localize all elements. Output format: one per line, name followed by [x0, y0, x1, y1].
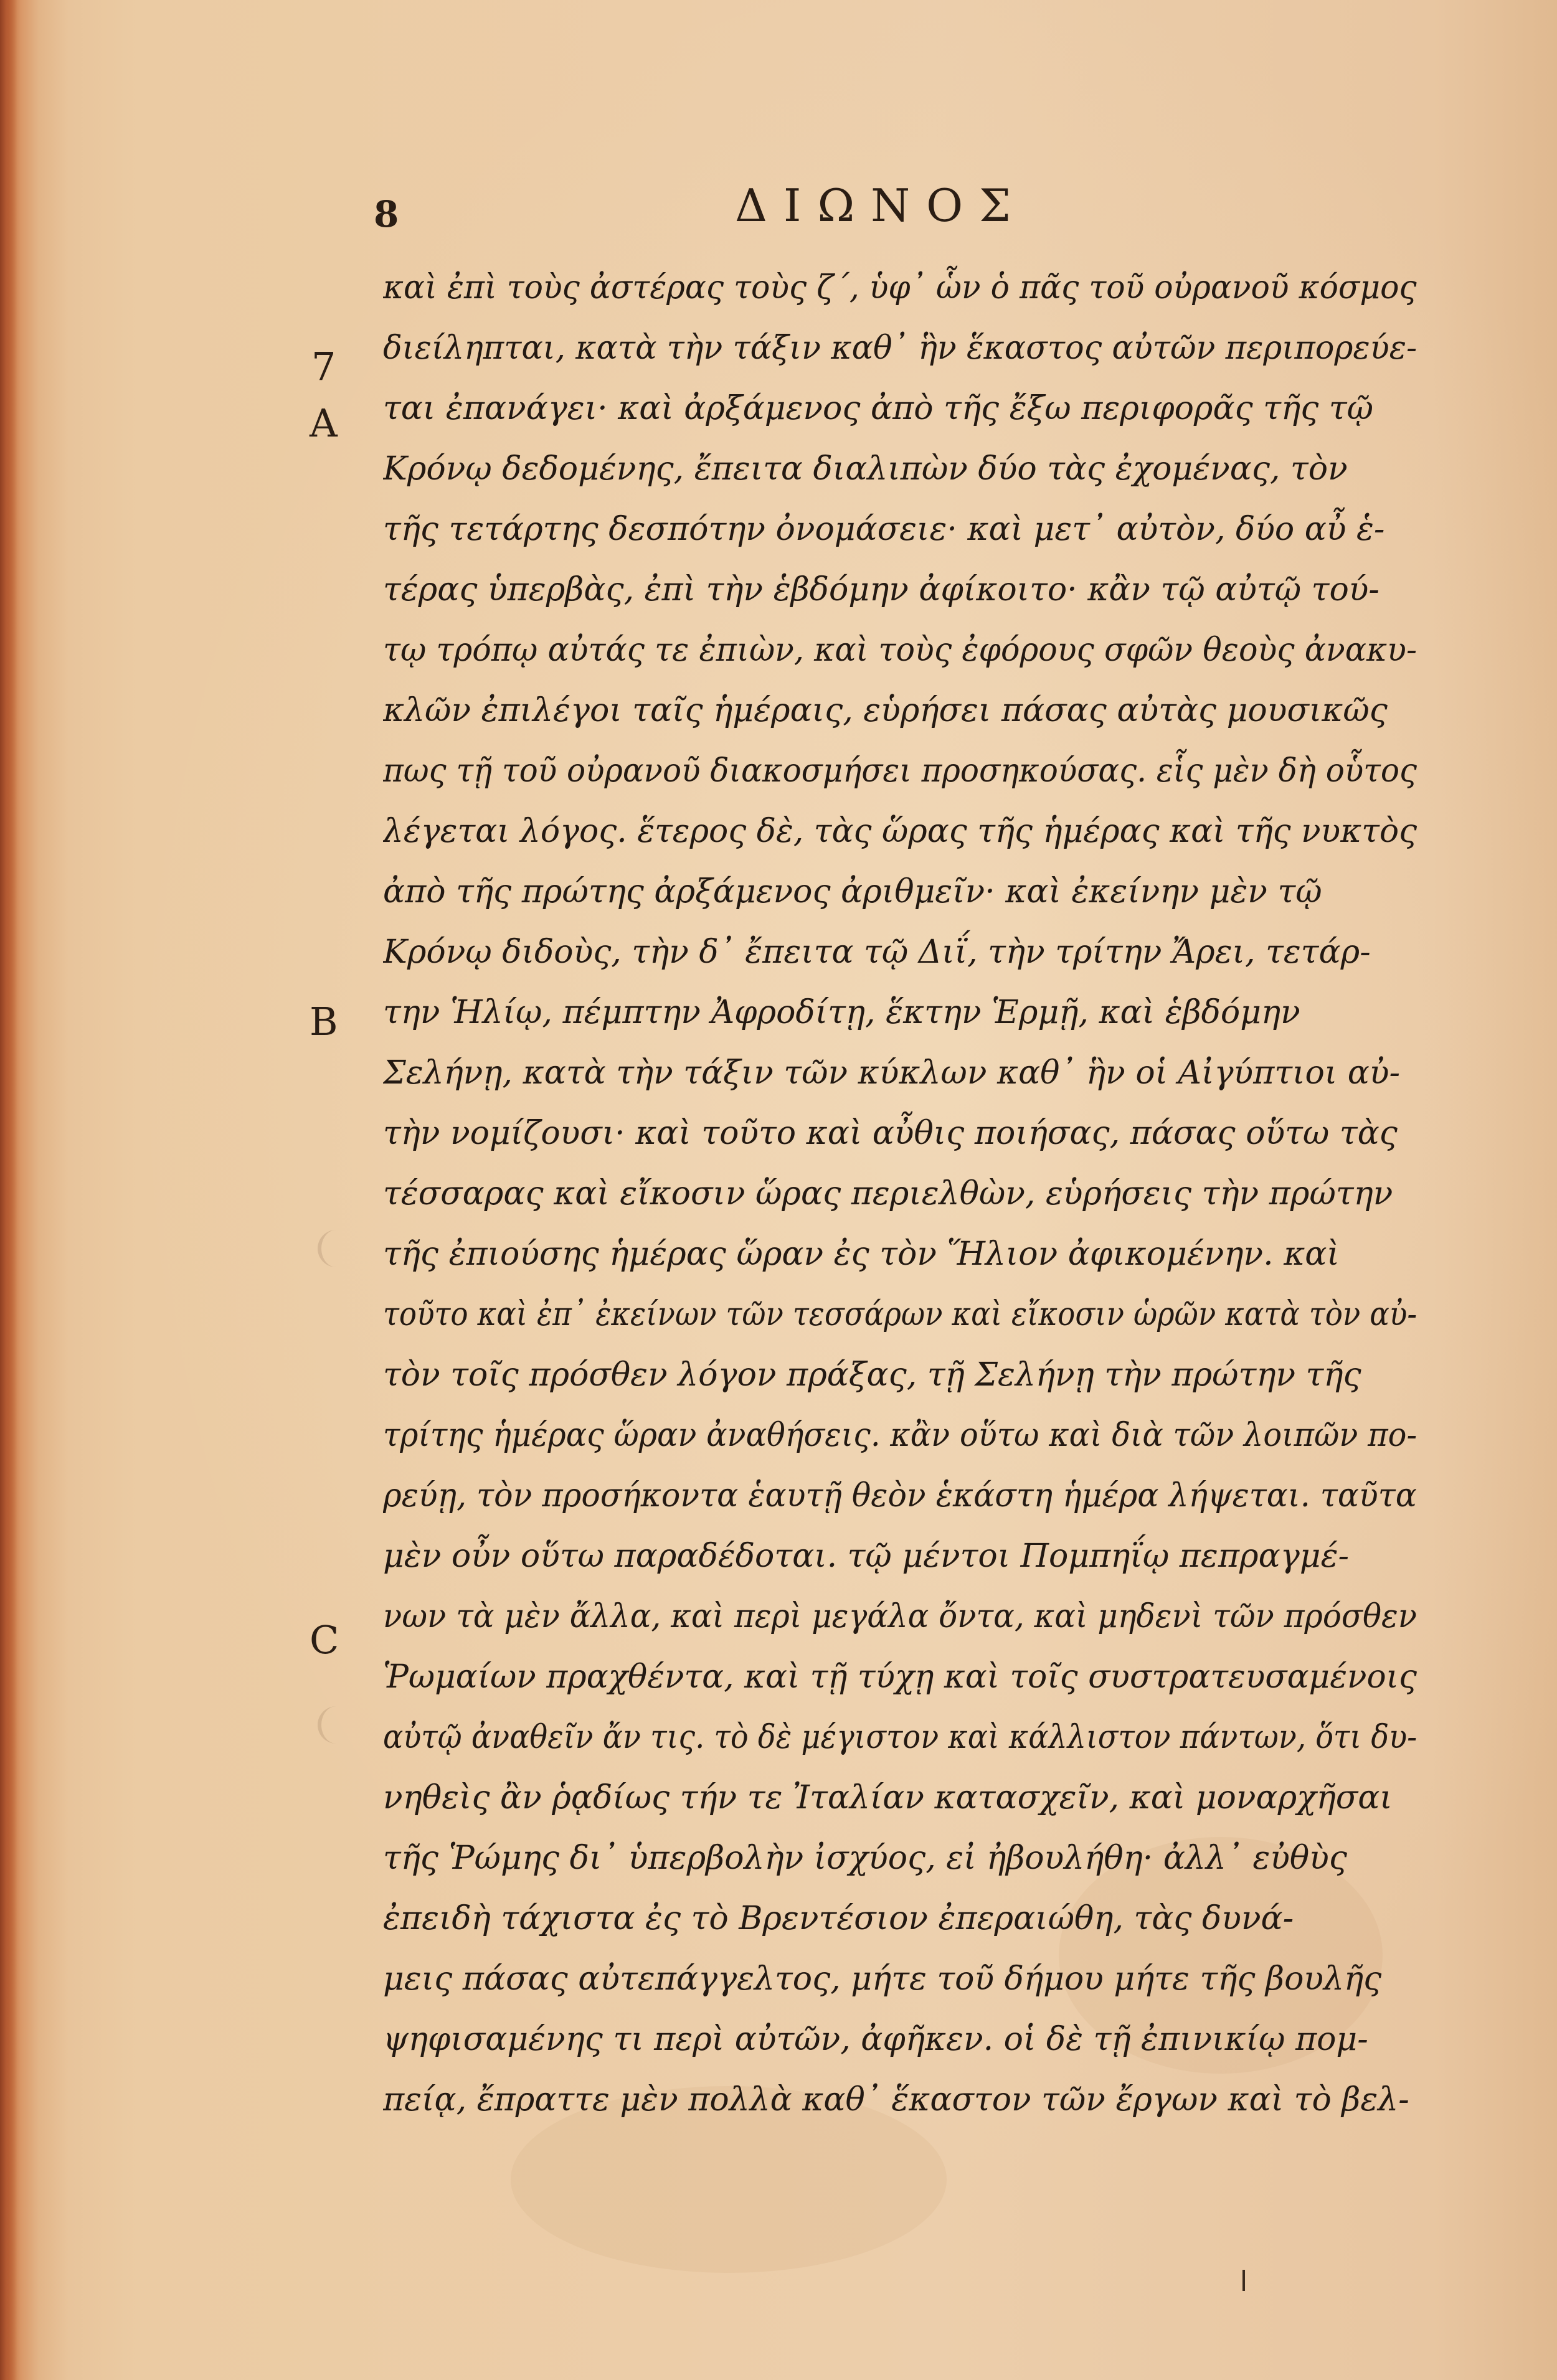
text-line: Κρόνῳ διδοὺς, τὴν δ᾽ ἔπειτα τῷ Διΐ, τὴν τρίτην Ἄρει, τετάρ- [383, 933, 1371, 971]
text-line: ται ἐπανάγει· καὶ ἀρξάμενος ἀπὸ τῆς ἔξω περιφορᾶς τῆς τῷ [383, 390, 1374, 427]
text-line: λέγεται λόγος. ἕτερος δὲ, τὰς ὥρας τῆς ἡμέρας καὶ τῆς νυκτὸς [383, 813, 1417, 850]
text-line: τῳ τρόπῳ αὐτάς τε ἐπιὼν, καὶ τοὺς ἐφόρους σφῶν θεοὺς ἀνακυ- [383, 631, 1417, 669]
text-line: την Ἡλίῳ, πέμπτην Ἀφροδίτῃ, ἕκτην Ἑρμῇ, καὶ ἑβδόμην [383, 994, 1300, 1031]
printer-mark [1242, 2270, 1245, 2291]
text-line: αὐτῷ ἀναθεῖν ἄν τις. τὸ δὲ μέγιστον καὶ κάλλιστον πάντων, ὅτι δυ- [383, 1719, 1417, 1756]
text-line: μεις πάσας αὐτεπάγγελτος, μήτε τοῦ δήμου μήτε τῆς βουλῆς [383, 1960, 1382, 1998]
text-line: ρεύῃ, τὸν προσήκοντα ἑαυτῇ θεὸν ἑκάστη ἡμέρα λήψεται. ταῦτα [383, 1477, 1417, 1514]
text-line: μὲν οὖν οὕτω παραδέδοται. τῷ μέντοι Πομπηΐῳ πεπραγμέ- [383, 1537, 1350, 1575]
text-line: νηθεὶς ἂν ῥᾳδίως τήν τε Ἰταλίαν κατασχεῖν, καὶ μοναρχῆσαι [383, 1779, 1393, 1816]
text-line: τοῦτο καὶ ἐπ᾽ ἐκείνων τῶν τεσσάρων καὶ εἴκοσιν ὡρῶν κατὰ τὸν αὐ- [383, 1296, 1417, 1333]
show-through-mark [318, 1230, 346, 1267]
page-number: 8 [374, 193, 399, 235]
text-line: τρίτης ἡμέρας ὥραν ἀναθήσεις. κἂν οὕτω καὶ διὰ τῶν λοιπῶν πο- [383, 1417, 1417, 1454]
text-line: διείληπται, κατὰ τὴν τάξιν καθ᾽ ἣν ἕκαστος αὐτῶν περιπορεύε- [383, 329, 1417, 367]
text-line: τὴν νομίζουσι· καὶ τοῦτο καὶ αὖθις ποιήσας, πάσας οὕτω τὰς [383, 1115, 1398, 1152]
text-line: τῆς τετάρτης δεσπότην ὀνομάσειε· καὶ μετ᾽ αὐτὸν, δύο αὖ ἑ- [383, 511, 1385, 548]
text-line: τῆς Ῥώμης δι᾽ ὑπερβολὴν ἰσχύος, εἰ ἠβουλήθη· ἀλλ᾽ εὐθὺς [383, 1839, 1347, 1877]
text-line: ἐπειδὴ τάχιστα ἐς τὸ Βρεντέσιον ἐπεραιώθη, τὰς δυνά- [383, 1900, 1294, 1937]
show-through-mark [318, 1706, 346, 1744]
text-line: τέσσαρας καὶ εἴκοσιν ὥρας περιελθὼν, εὑρήσεις τὴν πρώτην [383, 1175, 1393, 1212]
text-line: Σελήνῃ, κατὰ τὴν τάξιν τῶν κύκλων καθ᾽ ἣν οἱ Αἰγύπτιοι αὐ- [383, 1054, 1401, 1092]
text-line: νων τὰ μὲν ἄλλα, καὶ περὶ μεγάλα ὄντα, καὶ μηδενὶ τῶν πρόσθεν [383, 1598, 1417, 1635]
text-line: καὶ ἐπὶ τοὺς ἀστέρας τοὺς ζ΄, ὑφ᾽ ὧν ὁ πᾶς τοῦ οὐρανοῦ κόσμος [383, 269, 1417, 306]
text-line: ψηφισαμένης τι περὶ αὐτῶν, ἀφῆκεν. οἱ δὲ τῇ ἐπινικίῳ πομ- [383, 2021, 1368, 2058]
margin-mark-a: A [310, 400, 338, 446]
margin-mark-chapter-7: 7 [311, 344, 336, 389]
text-line: τὸν τοῖς πρόσθεν λόγον πράξας, τῇ Σελήνῃ τὴν πρώτην τῆς [383, 1356, 1361, 1394]
margin-mark-c: C [310, 1617, 339, 1663]
text-line: ἀπὸ τῆς πρώτης ἀρξάμενος ἀριθμεῖν· καὶ ἐκείνην μὲν τῷ [383, 873, 1322, 910]
text-line: κλῶν ἐπιλέγοι ταῖς ἡμέραις, εὑρήσει πάσας αὐτὰς μουσικῶς [383, 692, 1388, 729]
text-line: Κρόνῳ δεδομένης, ἔπειτα διαλιπὼν δύο τὰς ἐχομένας, τὸν [383, 450, 1348, 488]
margin-marks [0, 0, 374, 2380]
text-line: πείᾳ, ἔπραττε μὲν πολλὰ καθ᾽ ἕκαστον τῶν ἔργων καὶ τὸ βελ- [383, 2081, 1409, 2118]
text-line: τέρας ὑπερβὰς, ἐπὶ τὴν ἑβδόμην ἀφίκοιτο· κἂν τῷ αὐτῷ τού- [383, 571, 1380, 608]
text-line: πως τῇ τοῦ οὐρανοῦ διακοσμήσει προσηκούσας. εἷς μὲν δὴ οὗτος [383, 752, 1417, 790]
margin-mark-b: B [310, 999, 338, 1044]
text-line: τῆς ἐπιούσης ἡμέρας ὥραν ἐς τὸν Ἥλιον ἀφικομένην. καὶ [383, 1235, 1340, 1273]
text-line: Ῥωμαίων πραχθέντα, καὶ τῇ τύχῃ καὶ τοῖς συστρατευσαμένοις [383, 1658, 1417, 1696]
body-text [383, 258, 1417, 2130]
page-title: ΔΙΩΝΟΣ [735, 179, 1028, 232]
